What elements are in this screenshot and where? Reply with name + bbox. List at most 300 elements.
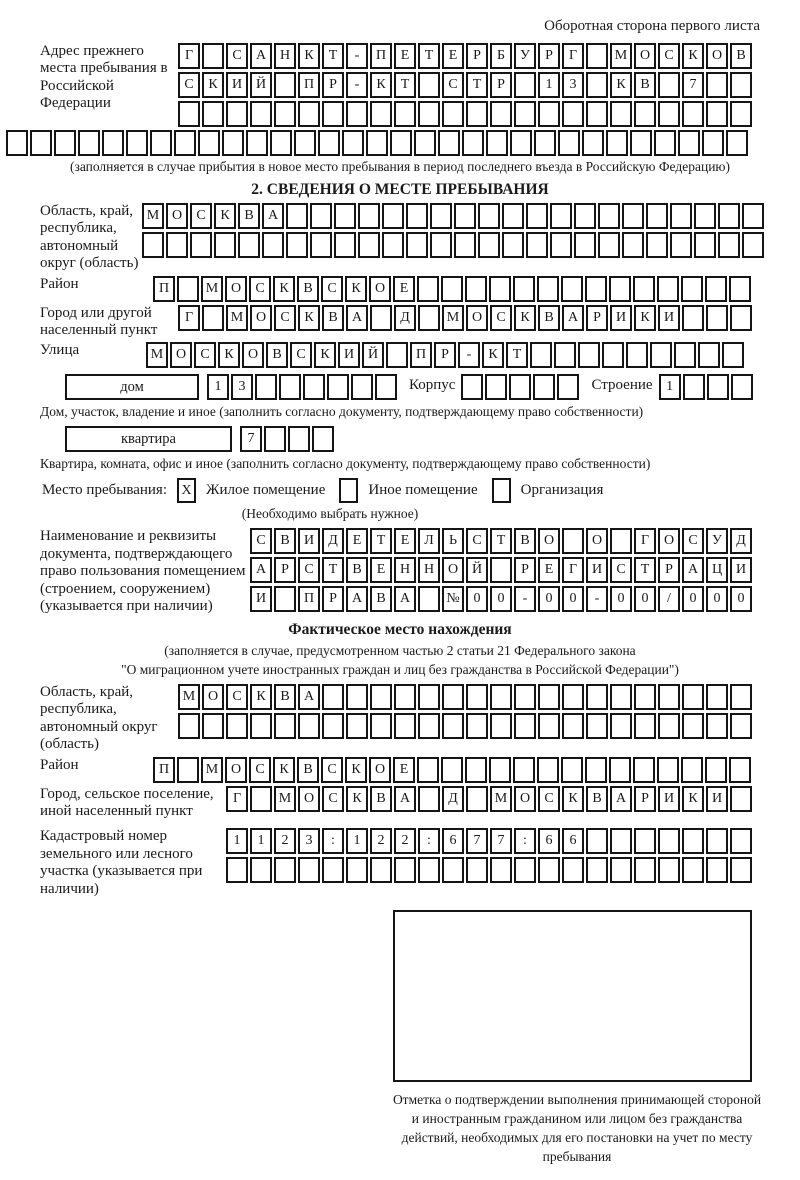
- char-box[interactable]: П: [298, 72, 320, 98]
- char-box[interactable]: [382, 203, 404, 229]
- char-box[interactable]: Л: [418, 528, 440, 554]
- char-box[interactable]: М: [142, 203, 164, 229]
- char-box[interactable]: [610, 528, 632, 554]
- char-box[interactable]: [418, 713, 440, 739]
- char-box[interactable]: [682, 305, 704, 331]
- char-box[interactable]: -: [346, 72, 368, 98]
- char-box[interactable]: К: [250, 684, 272, 710]
- char-box[interactable]: [678, 130, 700, 156]
- char-box[interactable]: Е: [394, 43, 416, 69]
- char-box[interactable]: [414, 130, 436, 156]
- char-box[interactable]: Т: [506, 342, 528, 368]
- char-box[interactable]: [562, 713, 584, 739]
- char-box[interactable]: [658, 857, 680, 883]
- char-box[interactable]: К: [218, 342, 240, 368]
- char-box[interactable]: [730, 786, 752, 812]
- char-box[interactable]: [334, 232, 356, 258]
- char-box[interactable]: У: [514, 43, 536, 69]
- char-box[interactable]: А: [682, 557, 704, 583]
- char-box[interactable]: [610, 828, 632, 854]
- char-box[interactable]: [633, 276, 655, 302]
- char-box[interactable]: [370, 857, 392, 883]
- char-box[interactable]: [658, 828, 680, 854]
- char-box[interactable]: О: [369, 276, 391, 302]
- char-box[interactable]: 1: [659, 374, 681, 400]
- char-box[interactable]: [226, 713, 248, 739]
- char-box[interactable]: /: [658, 586, 680, 612]
- char-box[interactable]: [418, 857, 440, 883]
- char-box[interactable]: [602, 342, 624, 368]
- char-box[interactable]: [658, 684, 680, 710]
- char-box[interactable]: [682, 828, 704, 854]
- char-box[interactable]: [298, 857, 320, 883]
- char-box[interactable]: [442, 684, 464, 710]
- char-box[interactable]: [706, 828, 728, 854]
- char-box[interactable]: [489, 757, 511, 783]
- char-box[interactable]: -: [458, 342, 480, 368]
- char-box[interactable]: [327, 374, 349, 400]
- char-box[interactable]: [298, 101, 320, 127]
- char-box[interactable]: [490, 557, 512, 583]
- char-box[interactable]: [177, 276, 199, 302]
- char-box[interactable]: К: [298, 305, 320, 331]
- char-box[interactable]: [298, 713, 320, 739]
- char-box[interactable]: [681, 757, 703, 783]
- char-box[interactable]: Й: [466, 557, 488, 583]
- char-box[interactable]: О: [586, 528, 608, 554]
- char-box[interactable]: [634, 101, 656, 127]
- char-box[interactable]: А: [394, 786, 416, 812]
- char-box[interactable]: [730, 828, 752, 854]
- char-box[interactable]: [490, 857, 512, 883]
- char-box[interactable]: [177, 757, 199, 783]
- char-box[interactable]: [465, 276, 487, 302]
- char-box[interactable]: П: [298, 586, 320, 612]
- char-box[interactable]: [562, 684, 584, 710]
- char-box[interactable]: [682, 101, 704, 127]
- char-box[interactable]: [514, 684, 536, 710]
- char-box[interactable]: 7: [682, 72, 704, 98]
- char-box[interactable]: 7: [466, 828, 488, 854]
- char-box[interactable]: С: [226, 684, 248, 710]
- char-box[interactable]: К: [370, 72, 392, 98]
- char-box[interactable]: Р: [466, 43, 488, 69]
- char-box[interactable]: О: [250, 305, 272, 331]
- char-box[interactable]: [150, 130, 172, 156]
- char-box[interactable]: С: [298, 557, 320, 583]
- char-box[interactable]: [502, 232, 524, 258]
- char-box[interactable]: [586, 684, 608, 710]
- char-box[interactable]: [630, 130, 652, 156]
- char-box[interactable]: М: [274, 786, 296, 812]
- char-box[interactable]: М: [226, 305, 248, 331]
- char-box[interactable]: [6, 130, 28, 156]
- char-box[interactable]: К: [682, 43, 704, 69]
- char-box[interactable]: [550, 203, 572, 229]
- char-box[interactable]: [538, 684, 560, 710]
- char-box[interactable]: Р: [634, 786, 656, 812]
- char-box[interactable]: В: [346, 557, 368, 583]
- char-box[interactable]: [742, 232, 764, 258]
- char-box[interactable]: И: [610, 305, 632, 331]
- char-box[interactable]: [582, 130, 604, 156]
- char-box[interactable]: [310, 232, 332, 258]
- char-box[interactable]: В: [586, 786, 608, 812]
- char-box[interactable]: [561, 276, 583, 302]
- char-box[interactable]: [526, 232, 548, 258]
- char-box[interactable]: [585, 757, 607, 783]
- char-box[interactable]: [370, 684, 392, 710]
- char-box[interactable]: [346, 684, 368, 710]
- char-box[interactable]: И: [658, 305, 680, 331]
- char-box[interactable]: Е: [393, 276, 415, 302]
- char-box[interactable]: [274, 586, 296, 612]
- char-box[interactable]: 1: [207, 374, 229, 400]
- char-box[interactable]: [670, 232, 692, 258]
- char-box[interactable]: К: [273, 757, 295, 783]
- char-box[interactable]: [610, 713, 632, 739]
- char-box[interactable]: Б: [490, 43, 512, 69]
- char-box[interactable]: [706, 72, 728, 98]
- char-box[interactable]: [312, 426, 334, 452]
- char-box[interactable]: [606, 130, 628, 156]
- char-box[interactable]: [190, 232, 212, 258]
- char-box[interactable]: :: [418, 828, 440, 854]
- char-box[interactable]: 0: [634, 586, 656, 612]
- char-box[interactable]: С: [610, 557, 632, 583]
- char-box[interactable]: [346, 857, 368, 883]
- char-box[interactable]: 3: [562, 72, 584, 98]
- char-box[interactable]: А: [346, 305, 368, 331]
- char-box[interactable]: 0: [538, 586, 560, 612]
- checkbox-inoe[interactable]: [339, 478, 358, 503]
- char-box[interactable]: К: [314, 342, 336, 368]
- char-box[interactable]: [214, 232, 236, 258]
- char-box[interactable]: [358, 232, 380, 258]
- char-box[interactable]: [609, 757, 631, 783]
- char-box[interactable]: О: [706, 43, 728, 69]
- char-box[interactable]: [322, 713, 344, 739]
- char-box[interactable]: Р: [490, 72, 512, 98]
- char-box[interactable]: Т: [634, 557, 656, 583]
- char-box[interactable]: [262, 232, 284, 258]
- char-box[interactable]: Т: [322, 43, 344, 69]
- char-box[interactable]: О: [658, 528, 680, 554]
- char-box[interactable]: [705, 276, 727, 302]
- char-box[interactable]: [657, 276, 679, 302]
- char-box[interactable]: С: [538, 786, 560, 812]
- char-box[interactable]: [526, 203, 548, 229]
- char-box[interactable]: [303, 374, 325, 400]
- char-box[interactable]: [54, 130, 76, 156]
- char-box[interactable]: [394, 857, 416, 883]
- char-box[interactable]: [730, 305, 752, 331]
- char-box[interactable]: И: [706, 786, 728, 812]
- char-box[interactable]: Т: [394, 72, 416, 98]
- char-box[interactable]: [466, 713, 488, 739]
- char-box[interactable]: [478, 232, 500, 258]
- char-box[interactable]: В: [238, 203, 260, 229]
- char-box[interactable]: 7: [490, 828, 512, 854]
- char-box[interactable]: Д: [322, 528, 344, 554]
- char-box[interactable]: [178, 713, 200, 739]
- char-box[interactable]: 1: [226, 828, 248, 854]
- char-box[interactable]: В: [370, 586, 392, 612]
- char-box[interactable]: [238, 232, 260, 258]
- char-box[interactable]: [202, 43, 224, 69]
- char-box[interactable]: Р: [586, 305, 608, 331]
- char-box[interactable]: [698, 342, 720, 368]
- char-box[interactable]: 7: [240, 426, 262, 452]
- char-box[interactable]: Т: [418, 43, 440, 69]
- char-box[interactable]: М: [201, 757, 223, 783]
- char-box[interactable]: [534, 130, 556, 156]
- char-box[interactable]: [202, 305, 224, 331]
- char-box[interactable]: Й: [250, 72, 272, 98]
- char-box[interactable]: С: [190, 203, 212, 229]
- char-box[interactable]: С: [178, 72, 200, 98]
- char-box[interactable]: К: [345, 276, 367, 302]
- char-box[interactable]: К: [562, 786, 584, 812]
- char-box[interactable]: [417, 276, 439, 302]
- char-box[interactable]: [574, 203, 596, 229]
- char-box[interactable]: [658, 101, 680, 127]
- char-box[interactable]: [142, 232, 164, 258]
- char-box[interactable]: [730, 72, 752, 98]
- char-box[interactable]: [537, 757, 559, 783]
- char-box[interactable]: [513, 276, 535, 302]
- char-box[interactable]: [574, 232, 596, 258]
- char-box[interactable]: К: [202, 72, 224, 98]
- char-box[interactable]: [466, 857, 488, 883]
- char-box[interactable]: Р: [538, 43, 560, 69]
- char-box[interactable]: Е: [394, 528, 416, 554]
- char-box[interactable]: С: [321, 276, 343, 302]
- checkbox-zhiloe[interactable]: X: [177, 478, 196, 503]
- char-box[interactable]: С: [249, 276, 271, 302]
- char-box[interactable]: [442, 713, 464, 739]
- char-box[interactable]: [226, 101, 248, 127]
- char-box[interactable]: [202, 101, 224, 127]
- char-box[interactable]: [681, 276, 703, 302]
- char-box[interactable]: [578, 342, 600, 368]
- char-box[interactable]: [222, 130, 244, 156]
- char-box[interactable]: С: [682, 528, 704, 554]
- char-box[interactable]: [454, 203, 476, 229]
- char-box[interactable]: С: [466, 528, 488, 554]
- char-box[interactable]: [462, 130, 484, 156]
- char-box[interactable]: О: [225, 276, 247, 302]
- char-box[interactable]: [729, 757, 751, 783]
- char-box[interactable]: [726, 130, 748, 156]
- char-box[interactable]: О: [514, 786, 536, 812]
- char-box[interactable]: [394, 713, 416, 739]
- char-box[interactable]: [558, 130, 580, 156]
- char-box[interactable]: [586, 72, 608, 98]
- char-box[interactable]: [30, 130, 52, 156]
- char-box[interactable]: К: [482, 342, 504, 368]
- char-box[interactable]: В: [538, 305, 560, 331]
- char-box[interactable]: [705, 757, 727, 783]
- char-box[interactable]: [674, 342, 696, 368]
- char-box[interactable]: [394, 684, 416, 710]
- char-box[interactable]: [634, 857, 656, 883]
- char-box[interactable]: [438, 130, 460, 156]
- char-box[interactable]: [646, 203, 668, 229]
- char-box[interactable]: К: [214, 203, 236, 229]
- char-box[interactable]: [610, 101, 632, 127]
- char-box[interactable]: [634, 684, 656, 710]
- char-box[interactable]: А: [562, 305, 584, 331]
- char-box[interactable]: [489, 276, 511, 302]
- char-box[interactable]: М: [442, 305, 464, 331]
- char-box[interactable]: 0: [730, 586, 752, 612]
- char-box[interactable]: Г: [178, 43, 200, 69]
- char-box[interactable]: [586, 101, 608, 127]
- char-box[interactable]: Р: [514, 557, 536, 583]
- char-box[interactable]: [514, 713, 536, 739]
- char-box[interactable]: [510, 130, 532, 156]
- char-box[interactable]: 1: [346, 828, 368, 854]
- char-box[interactable]: [390, 130, 412, 156]
- char-box[interactable]: :: [514, 828, 536, 854]
- char-box[interactable]: [658, 72, 680, 98]
- char-box[interactable]: [585, 276, 607, 302]
- char-box[interactable]: [622, 203, 644, 229]
- char-box[interactable]: [255, 374, 277, 400]
- char-box[interactable]: [562, 528, 584, 554]
- char-box[interactable]: Е: [538, 557, 560, 583]
- char-box[interactable]: А: [250, 43, 272, 69]
- char-box[interactable]: Е: [393, 757, 415, 783]
- char-box[interactable]: С: [658, 43, 680, 69]
- char-box[interactable]: [466, 684, 488, 710]
- char-box[interactable]: Г: [562, 557, 584, 583]
- char-box[interactable]: Р: [274, 557, 296, 583]
- char-box[interactable]: Й: [362, 342, 384, 368]
- char-box[interactable]: [226, 857, 248, 883]
- char-box[interactable]: №: [442, 586, 464, 612]
- char-box[interactable]: [706, 713, 728, 739]
- char-box[interactable]: М: [610, 43, 632, 69]
- char-box[interactable]: [706, 684, 728, 710]
- char-box[interactable]: 0: [490, 586, 512, 612]
- char-box[interactable]: В: [266, 342, 288, 368]
- char-box[interactable]: [346, 713, 368, 739]
- char-box[interactable]: С: [442, 72, 464, 98]
- char-box[interactable]: 0: [466, 586, 488, 612]
- char-box[interactable]: [386, 342, 408, 368]
- char-box[interactable]: Д: [730, 528, 752, 554]
- char-box[interactable]: [102, 130, 124, 156]
- char-box[interactable]: [730, 713, 752, 739]
- char-box[interactable]: Г: [226, 786, 248, 812]
- char-box[interactable]: [537, 276, 559, 302]
- char-box[interactable]: [538, 713, 560, 739]
- char-box[interactable]: И: [586, 557, 608, 583]
- char-box[interactable]: [533, 374, 555, 400]
- char-box[interactable]: [78, 130, 100, 156]
- char-box[interactable]: [561, 757, 583, 783]
- char-box[interactable]: [654, 130, 676, 156]
- checkbox-organizatsiya[interactable]: [492, 478, 511, 503]
- char-box[interactable]: [694, 203, 716, 229]
- char-box[interactable]: [418, 786, 440, 812]
- char-box[interactable]: Н: [394, 557, 416, 583]
- char-box[interactable]: [417, 757, 439, 783]
- char-box[interactable]: [718, 203, 740, 229]
- char-box[interactable]: [430, 203, 452, 229]
- char-box[interactable]: [562, 101, 584, 127]
- char-box[interactable]: П: [410, 342, 432, 368]
- char-box[interactable]: Т: [490, 528, 512, 554]
- char-box[interactable]: Р: [322, 586, 344, 612]
- char-box[interactable]: [270, 130, 292, 156]
- char-box[interactable]: :: [322, 828, 344, 854]
- char-box[interactable]: [486, 130, 508, 156]
- char-box[interactable]: А: [610, 786, 632, 812]
- char-box[interactable]: [683, 374, 705, 400]
- char-box[interactable]: [729, 276, 751, 302]
- char-box[interactable]: [370, 305, 392, 331]
- char-box[interactable]: [634, 713, 656, 739]
- char-box[interactable]: [485, 374, 507, 400]
- char-box[interactable]: 1: [538, 72, 560, 98]
- char-box[interactable]: А: [394, 586, 416, 612]
- char-box[interactable]: [375, 374, 397, 400]
- char-box[interactable]: [318, 130, 340, 156]
- char-box[interactable]: [466, 101, 488, 127]
- char-box[interactable]: И: [730, 557, 752, 583]
- char-box[interactable]: [418, 101, 440, 127]
- char-box[interactable]: А: [262, 203, 284, 229]
- char-box[interactable]: 1: [250, 828, 272, 854]
- char-box[interactable]: [657, 757, 679, 783]
- char-box[interactable]: -: [346, 43, 368, 69]
- char-box[interactable]: [442, 857, 464, 883]
- char-box[interactable]: И: [226, 72, 248, 98]
- char-box[interactable]: 2: [274, 828, 296, 854]
- char-box[interactable]: [586, 828, 608, 854]
- char-box[interactable]: [513, 757, 535, 783]
- char-box[interactable]: М: [201, 276, 223, 302]
- char-box[interactable]: В: [634, 72, 656, 98]
- char-box[interactable]: К: [298, 43, 320, 69]
- char-box[interactable]: 2: [370, 828, 392, 854]
- char-box[interactable]: К: [514, 305, 536, 331]
- char-box[interactable]: [502, 203, 524, 229]
- char-box[interactable]: 3: [231, 374, 253, 400]
- char-box[interactable]: [586, 857, 608, 883]
- char-box[interactable]: Е: [442, 43, 464, 69]
- char-box[interactable]: [250, 713, 272, 739]
- char-box[interactable]: Н: [274, 43, 296, 69]
- char-box[interactable]: И: [250, 586, 272, 612]
- char-box[interactable]: 6: [538, 828, 560, 854]
- char-box[interactable]: П: [153, 276, 175, 302]
- char-box[interactable]: [454, 232, 476, 258]
- char-box[interactable]: 6: [442, 828, 464, 854]
- char-box[interactable]: [609, 276, 631, 302]
- char-box[interactable]: К: [345, 757, 367, 783]
- char-box[interactable]: [682, 684, 704, 710]
- char-box[interactable]: 0: [706, 586, 728, 612]
- char-box[interactable]: [198, 130, 220, 156]
- char-box[interactable]: [264, 426, 286, 452]
- char-box[interactable]: [731, 374, 753, 400]
- char-box[interactable]: -: [586, 586, 608, 612]
- char-box[interactable]: [441, 276, 463, 302]
